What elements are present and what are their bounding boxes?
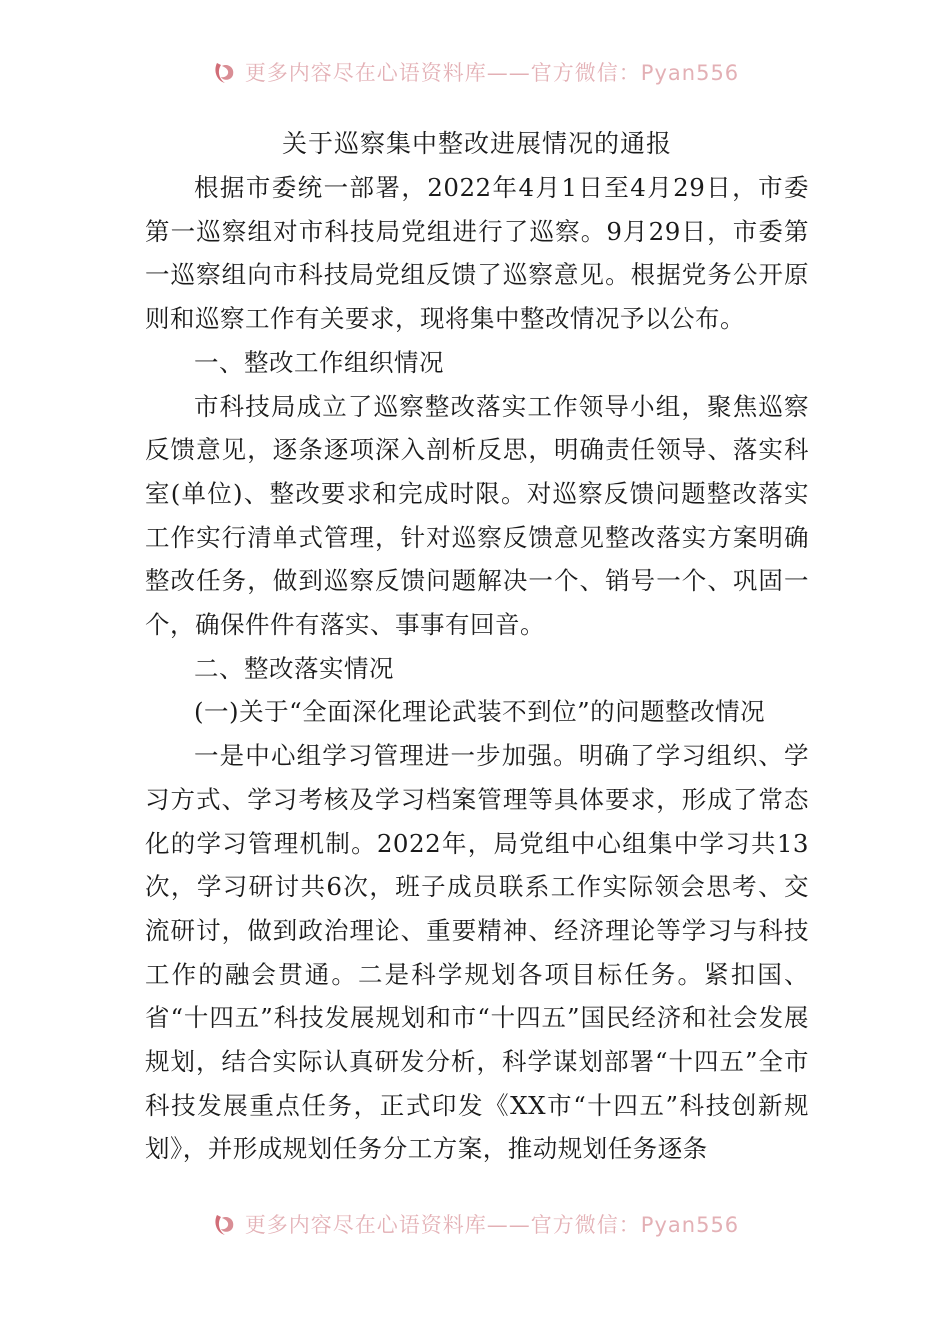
paragraph-intro: 根据市委统一部署，2022年4月1日至4月29日，市委第一巡察组对市科技局党组进行了巡察。9月29日，市委第一巡察组向市科技局党组反馈了巡察意见。根据党务公开原则和巡察工作有关要求，现将集中整改情况予以公布。: [145, 173, 809, 334]
document-title: 关于巡察集中整改进展情况的通报: [281, 129, 672, 158]
footer-banner: [0, 1204, 950, 1244]
watermark-logo-icon: [211, 57, 241, 87]
header-banner: [0, 52, 950, 92]
subsection-heading-1: (一)关于“全面深化理论武装不到位”的问题整改情况: [194, 697, 766, 727]
section-heading-2: 二、整改落实情况: [194, 653, 394, 683]
section-heading-1: 一、整改工作组织情况: [194, 347, 444, 377]
paragraph-organization: 市科技局成立了巡察整改落实工作领导小组，聚焦巡察反馈意见，逐条逐项深入剖析反思，明确责任领导、落实科室(单位)、整改要求和完成时限。对巡察反馈问题整改落实工作实行清单式管理，针对巡察反馈意见整改落实方案明确整改任务，做到巡察反馈问题解决一个、销号一个、巩固一个，确保件件有落实、事事有回音。: [145, 391, 809, 640]
header-banner-text: 更多内容尽在心语资料库——官方微信：Pyan556: [244, 61, 740, 85]
document-body: [145, 122, 809, 1171]
footer-banner-text: 更多内容尽在心语资料库——官方微信：Pyan556: [244, 1213, 740, 1237]
paragraph-study-management: 一是中心组学习管理进一步加强。明确了学习组织、学习方式、学习考核及学习档案管理等具体要求，形成了常态化的学习管理机制。2022年，局党组中心组集中学习共13次，学习研讨共6次，班子成员联系工作实际领会思考、交流研讨，做到政治理论、重要精神、经济理论等学习与科技工作的融会贯通。二是科学规划各项目标任务。紧扣国、省“十四五”科技发展规划和市“十四五”国民经济和社会发展规划，结合实际认真研发分析，科学谋划部署“十四五”全市科技发展重点任务，正式印发《XX市“十四五”科技创新规划》，并形成规划任务分工方案，推动规划任务逐条: [145, 741, 809, 1164]
watermark-logo-icon: [211, 1209, 241, 1239]
